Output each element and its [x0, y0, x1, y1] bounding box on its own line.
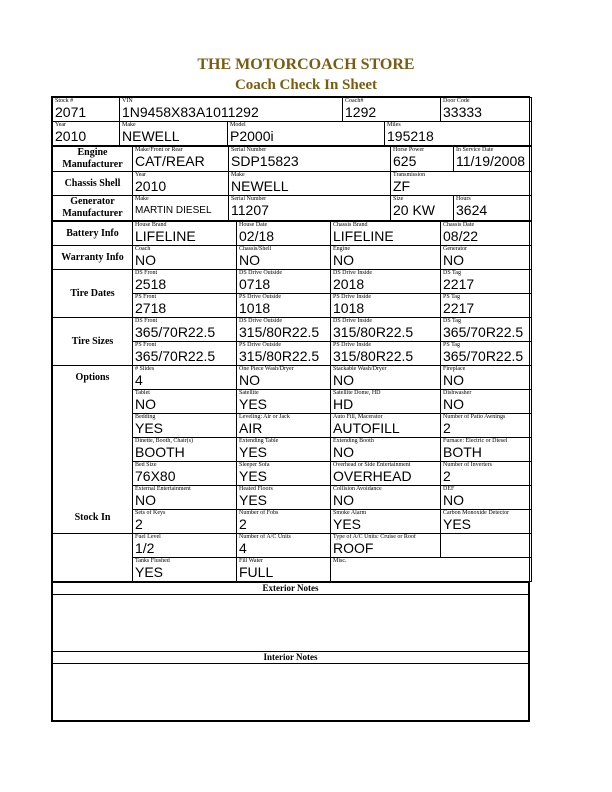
ts-ds-drive-in-value: 315/80R22.5	[333, 325, 414, 340]
td-ps-front-value: 2718	[135, 301, 167, 316]
fobs-cell[interactable]	[237, 510, 331, 534]
td-ps-drive-out-cell[interactable]	[237, 294, 331, 318]
warranty-coach-cell[interactable]	[133, 246, 237, 270]
td-ps-tag-cell[interactable]	[441, 294, 532, 318]
ts-ps-tag-value: 365/70R22.5	[443, 349, 524, 364]
door-code-label: Door Code	[443, 98, 470, 104]
ac-type-label: Type of A/C Units: Cruise or Roof	[333, 534, 416, 540]
bed-size-cell[interactable]	[133, 462, 237, 486]
engine-hp-label: Horse Power	[393, 147, 425, 153]
tablet-label: Tablet	[135, 390, 150, 396]
generator-hours-value: 3624	[456, 203, 488, 218]
dishwasher-label: Dishwasher	[443, 390, 472, 396]
details-table	[52, 221, 532, 582]
tablet-value: NO	[135, 397, 156, 412]
make-cell[interactable]	[120, 122, 228, 146]
house-date-cell[interactable]	[237, 222, 331, 246]
exterior-notes-area[interactable]	[53, 595, 529, 652]
tire-sizes-section-heading: Tire Sizes	[53, 318, 133, 366]
dinette-value: BOOTH	[135, 445, 185, 460]
washer-cell[interactable]	[237, 366, 331, 390]
ac-units-value: 4	[239, 541, 247, 556]
keys-value: 2	[135, 517, 143, 532]
td-ds-drive-out-value: 0718	[239, 277, 271, 292]
chassis-brand-cell[interactable]	[331, 222, 441, 246]
engine-hp-cell[interactable]	[391, 147, 454, 172]
house-brand-label: House Brand	[135, 222, 167, 228]
battery-section-heading: Battery Info	[53, 222, 133, 246]
exterior-notes-heading: Exterior Notes	[53, 583, 529, 595]
ts-ds-tag-cell[interactable]	[441, 318, 532, 342]
fobs-label: Number of Fobs	[239, 510, 279, 516]
chassis-make-value: NEWELL	[231, 179, 289, 194]
ac-type-value: ROOF	[333, 541, 374, 556]
ts-ds-drive-in-cell[interactable]	[331, 318, 441, 342]
auto-fill-cell[interactable]	[331, 414, 441, 438]
engine-hp-value: 625	[393, 154, 417, 169]
ts-ps-drive-out-cell[interactable]	[237, 342, 331, 366]
ts-ps-drive-out-value: 315/80R22.5	[239, 349, 320, 364]
washer-label: One Piece Wash/Dryer	[239, 366, 294, 372]
td-ds-drive-in-label: DS Drive Inside	[333, 270, 372, 276]
fuel-level-label: Fuel Level	[135, 534, 161, 540]
document-subtitle: Coach Check In Sheet	[234, 77, 378, 93]
fobs-value: 2	[239, 517, 247, 532]
header-table	[52, 97, 532, 146]
fireplace-value: NO	[443, 373, 464, 388]
auto-fill-label: Auto Fill, Macerator	[333, 414, 383, 420]
td-ds-front-cell[interactable]	[133, 270, 237, 294]
generator-make-value: MARTIN DIESEL	[135, 205, 212, 216]
warranty-chassis-value: NO	[239, 253, 260, 268]
fill-water-cell[interactable]	[237, 558, 331, 582]
warranty-engine-value: NO	[333, 253, 354, 268]
ts-ps-drive-out-label: PS Drive Outside	[239, 342, 281, 348]
inverters-value: 2	[443, 469, 451, 484]
sleeper-sofa-label: Sleeper Sofa	[239, 462, 270, 468]
notes-table	[52, 582, 529, 721]
extending-booth-label: Extending Booth	[333, 438, 374, 444]
door-code-cell[interactable]	[441, 98, 532, 122]
dishwasher-value: NO	[443, 397, 464, 412]
washer-value: NO	[239, 373, 260, 388]
misc-label: Misc.	[333, 558, 347, 564]
engine-service-date-cell[interactable]	[454, 147, 532, 172]
stock-cell[interactable]	[53, 98, 120, 122]
leveling-label: Leveling: Air or Jack	[239, 414, 290, 420]
coach-number-cell[interactable]	[343, 98, 441, 122]
slides-value: 4	[135, 373, 143, 388]
inverters-cell[interactable]	[441, 462, 532, 486]
chassis-make-cell[interactable]	[229, 172, 391, 196]
ts-ps-front-value: 365/70R22.5	[135, 349, 216, 364]
house-brand-value: LIFELINE	[135, 229, 196, 244]
dinette-label: Dinette, Booth, Chair(s)	[135, 438, 193, 444]
heated-floors-cell[interactable]	[237, 486, 331, 510]
vin-value: 1N9458X83A1011292	[122, 105, 259, 120]
chassis-year-value: 2010	[135, 179, 167, 194]
generator-make-label: Make	[135, 196, 149, 202]
td-ps-drive-out-value: 1018	[239, 301, 271, 316]
engine-service-date-label: In Service Date	[456, 147, 494, 153]
td-ps-drive-in-label: PS Drive Inside	[333, 294, 371, 300]
chassis-make-label: Make	[231, 172, 245, 178]
bed-size-label: Bed Size	[135, 462, 157, 468]
keys-label: Sets of Keys	[135, 510, 166, 516]
warranty-section-heading: Warranty Info	[53, 246, 133, 270]
vin-cell[interactable]	[120, 98, 343, 122]
dishwasher-cell[interactable]	[441, 390, 532, 414]
chassis-date-value: 08/22	[443, 229, 479, 244]
fuel-level-cell[interactable]	[133, 534, 237, 558]
bedding-cell[interactable]	[133, 414, 237, 438]
extending-booth-cell[interactable]	[331, 438, 441, 462]
generator-hours-cell[interactable]	[454, 196, 532, 221]
model-label: Model	[230, 122, 246, 128]
awnings-label: Number of Patio Awnings	[443, 414, 506, 420]
overhead-value: OVERHEAD	[333, 469, 412, 484]
ts-ps-tag-cell[interactable]	[441, 342, 532, 366]
co-detector-cell[interactable]	[441, 510, 532, 534]
make-label: Make	[122, 122, 136, 128]
td-ds-tag-label: DS Tag	[443, 270, 461, 276]
generator-make-cell[interactable]	[133, 196, 229, 221]
collision-cell[interactable]	[331, 486, 441, 510]
leveling-cell[interactable]	[237, 414, 331, 438]
door-code-value: 33333	[443, 105, 482, 120]
extending-table-cell[interactable]	[237, 438, 331, 462]
td-ds-front-value: 2518	[135, 277, 167, 292]
fill-water-value: FULL	[239, 565, 274, 580]
fuel-level-value: 1/2	[135, 541, 155, 556]
td-ps-drive-in-cell[interactable]	[331, 294, 441, 318]
sleeper-sofa-cell[interactable]	[237, 462, 331, 486]
fireplace-label: Fireplace	[443, 366, 466, 372]
ts-ps-front-label: PS Front	[135, 342, 157, 348]
satellite-cell[interactable]	[237, 390, 331, 414]
overhead-label: Overhead or Side Entertainment	[333, 462, 411, 468]
satellite-dome-cell[interactable]	[331, 390, 441, 414]
chassis-brand-label: Chassis Brand	[333, 222, 368, 228]
warranty-chassis-cell[interactable]	[237, 246, 331, 270]
house-brand-cell[interactable]	[133, 222, 237, 246]
ts-ds-tag-value: 365/70R22.5	[443, 325, 524, 340]
ac-type-cell[interactable]	[331, 534, 441, 558]
fireplace-cell[interactable]	[441, 366, 532, 390]
house-date-label: House Date	[239, 222, 268, 228]
coach-number-value: 1292	[345, 105, 377, 120]
def-cell[interactable]	[441, 486, 532, 510]
document-title: THE MOTORCOACH STORE	[197, 56, 415, 73]
generator-size-value: 20 KW	[393, 203, 436, 218]
year-cell[interactable]	[53, 122, 120, 146]
ts-ps-drive-in-value: 315/80R22.5	[333, 349, 414, 364]
tanks-flushed-cell[interactable]	[133, 558, 237, 582]
generator-size-label: Size	[393, 196, 404, 202]
engine-make-label: Make/Front or Rear	[135, 147, 183, 153]
engine-serial-cell[interactable]	[229, 147, 391, 172]
chassis-section-heading: Chassis Shell	[53, 172, 133, 196]
model-cell[interactable]	[228, 122, 385, 146]
transmission-cell[interactable]	[391, 172, 532, 196]
interior-notes-area[interactable]	[53, 664, 529, 721]
td-ds-tag-value: 2217	[443, 277, 475, 292]
slides-label: # Slides	[135, 366, 155, 372]
generator-serial-cell[interactable]	[229, 196, 391, 221]
smoke-alarm-cell[interactable]	[331, 510, 441, 534]
engine-serial-label: Serial Number	[231, 147, 267, 153]
warranty-engine-cell[interactable]	[331, 246, 441, 270]
ts-ds-drive-out-cell[interactable]	[237, 318, 331, 342]
ts-ds-drive-out-label: DS Drive Outside	[239, 318, 282, 324]
sleeper-sofa-value: YES	[239, 469, 268, 484]
td-ds-drive-out-label: DS Drive Outside	[239, 270, 282, 276]
extending-table-label: Extending Table	[239, 438, 279, 444]
furnace-label: Furnace: Electric or Diesel	[443, 438, 508, 444]
year-label: Year	[55, 122, 67, 128]
warranty-coach-value: NO	[135, 253, 156, 268]
td-ds-drive-in-value: 2018	[333, 277, 365, 292]
dinette-cell[interactable]	[133, 438, 237, 462]
leveling-value: AIR	[239, 421, 263, 436]
heated-floors-value: YES	[239, 493, 268, 508]
chassis-year-cell[interactable]	[133, 172, 229, 196]
td-ds-tag-cell[interactable]	[441, 270, 532, 294]
transmission-label: Transmission	[393, 172, 426, 178]
warranty-chassis-label: Chassis/Shell	[239, 246, 272, 252]
warranty-coach-label: Coach	[135, 246, 151, 252]
ts-ds-front-cell[interactable]	[133, 318, 237, 342]
td-ds-front-label: DS Front	[135, 270, 158, 276]
awnings-value: 2	[443, 421, 451, 436]
td-ps-drive-in-value: 1018	[333, 301, 365, 316]
satellite-dome-value: HD	[333, 397, 354, 412]
generator-serial-label: Serial Number	[231, 196, 267, 202]
miles-label: Miles	[387, 122, 401, 128]
ts-ps-drive-in-label: PS Drive Inside	[333, 342, 371, 348]
td-ps-tag-label: PS Tag	[443, 294, 460, 300]
stock-in-section-heading: Stock In	[53, 512, 133, 560]
ts-ds-front-label: DS Front	[135, 318, 158, 324]
co-detector-label: Carbon Monoxide Detector	[443, 510, 509, 516]
td-ps-drive-out-label: PS Drive Outside	[239, 294, 281, 300]
miles-value: 195218	[387, 129, 434, 144]
generator-size-cell[interactable]	[391, 196, 454, 221]
chassis-year-label: Year	[135, 172, 147, 178]
stock-value: 2071	[55, 105, 87, 120]
td-ds-drive-out-cell[interactable]	[237, 270, 331, 294]
collision-label: Collision Avoidance	[333, 486, 382, 492]
inverters-label: Number of Inverters	[443, 462, 492, 468]
chassis-date-cell[interactable]	[441, 222, 532, 246]
td-ps-tag-value: 2217	[443, 301, 475, 316]
chassis-date-label: Chassis Date	[443, 222, 475, 228]
warranty-engine-label: Engine	[333, 246, 350, 252]
engine-service-date-value: 11/19/2008	[456, 154, 526, 169]
satellite-label: Satellite	[239, 390, 259, 396]
stackable-value: NO	[333, 373, 354, 388]
extending-table-value: YES	[239, 445, 268, 460]
smoke-alarm-label: Smoke Alarm	[333, 510, 367, 516]
bedding-label: Bedding	[135, 414, 156, 420]
tanks-flushed-label: Tanks Flushed	[135, 558, 170, 564]
miles-cell[interactable]	[385, 122, 532, 146]
stackable-label: Stackable Wash/Dryer	[333, 366, 387, 372]
generator-hours-label: Hours	[456, 196, 471, 202]
stock-in-blank-cell[interactable]	[441, 534, 532, 558]
smoke-alarm-value: YES	[333, 517, 362, 532]
model-value: P2000i	[230, 129, 274, 144]
tanks-flushed-value: YES	[135, 565, 164, 580]
chassis-brand-value: LIFELINE	[333, 229, 394, 244]
fill-water-label: Fill Water	[239, 558, 263, 564]
co-detector-value: YES	[443, 517, 472, 532]
external-entertainment-label: External Entertainment	[135, 486, 191, 492]
warranty-generator-cell[interactable]	[441, 246, 532, 270]
ts-ps-tag-label: PS Tag	[443, 342, 460, 348]
engine-serial-value: SDP15823	[231, 154, 299, 169]
furnace-value: BOTH	[443, 445, 482, 460]
slides-cell[interactable]	[133, 366, 237, 390]
td-ps-front-label: PS Front	[135, 294, 157, 300]
external-entertainment-cell[interactable]	[133, 486, 237, 510]
def-label: DEF	[443, 486, 455, 492]
ts-ds-front-value: 365/70R22.5	[135, 325, 216, 340]
ts-ds-drive-in-label: DS Drive Inside	[333, 318, 372, 324]
heated-floors-label: Heated Floors	[239, 486, 273, 492]
furnace-cell[interactable]	[441, 438, 532, 462]
coach-number-label: Coach#	[345, 98, 364, 104]
generator-section-heading: Generator Manufacturer	[53, 196, 133, 221]
external-entertainment-value: NO	[135, 493, 156, 508]
ts-ps-front-cell[interactable]	[133, 342, 237, 366]
td-ps-front-cell[interactable]	[133, 294, 237, 318]
tablet-cell[interactable]	[133, 390, 237, 414]
house-date-value: 02/18	[239, 229, 275, 244]
ac-units-label: Number of A/C Units	[239, 534, 291, 540]
extending-booth-value: NO	[333, 445, 354, 460]
year-value: 2010	[55, 129, 87, 144]
overhead-cell[interactable]	[331, 462, 441, 486]
warranty-generator-value: NO	[443, 253, 464, 268]
options-section-heading: Options	[53, 366, 133, 534]
satellite-value: YES	[239, 397, 268, 412]
td-ds-drive-in-cell[interactable]	[331, 270, 441, 294]
vin-label: VIN	[122, 98, 133, 104]
check-in-form	[51, 96, 530, 722]
ac-units-cell[interactable]	[237, 534, 331, 558]
warranty-generator-label: Generator	[443, 246, 467, 252]
keys-cell[interactable]	[133, 510, 237, 534]
bed-size-value: 76X80	[135, 469, 176, 484]
ts-ds-drive-out-value: 315/80R22.5	[239, 325, 320, 340]
awnings-cell[interactable]	[441, 414, 532, 438]
misc-cell[interactable]	[331, 558, 532, 582]
engine-make-value: CAT/REAR	[135, 154, 205, 169]
stackable-cell[interactable]	[331, 366, 441, 390]
tire-dates-section-heading: Tire Dates	[53, 270, 133, 318]
interior-notes-heading: Interior Notes	[53, 652, 529, 664]
make-value: NEWELL	[122, 129, 180, 144]
powertrain-table	[52, 146, 532, 221]
satellite-dome-label: Satellite Dome, HD	[333, 390, 381, 396]
bedding-value: YES	[135, 421, 164, 436]
auto-fill-value: AUTOFILL	[333, 421, 400, 436]
transmission-value: ZF	[393, 179, 411, 194]
def-value: NO	[443, 493, 464, 508]
ts-ps-drive-in-cell[interactable]	[331, 342, 441, 366]
engine-section-heading: Engine Manufacturer	[53, 147, 133, 172]
ts-ds-tag-label: DS Tag	[443, 318, 461, 324]
engine-make-cell[interactable]	[133, 147, 229, 172]
generator-serial-value: 11207	[231, 203, 269, 218]
stock-label: Stock #	[55, 98, 74, 104]
collision-value: NO	[333, 493, 354, 508]
